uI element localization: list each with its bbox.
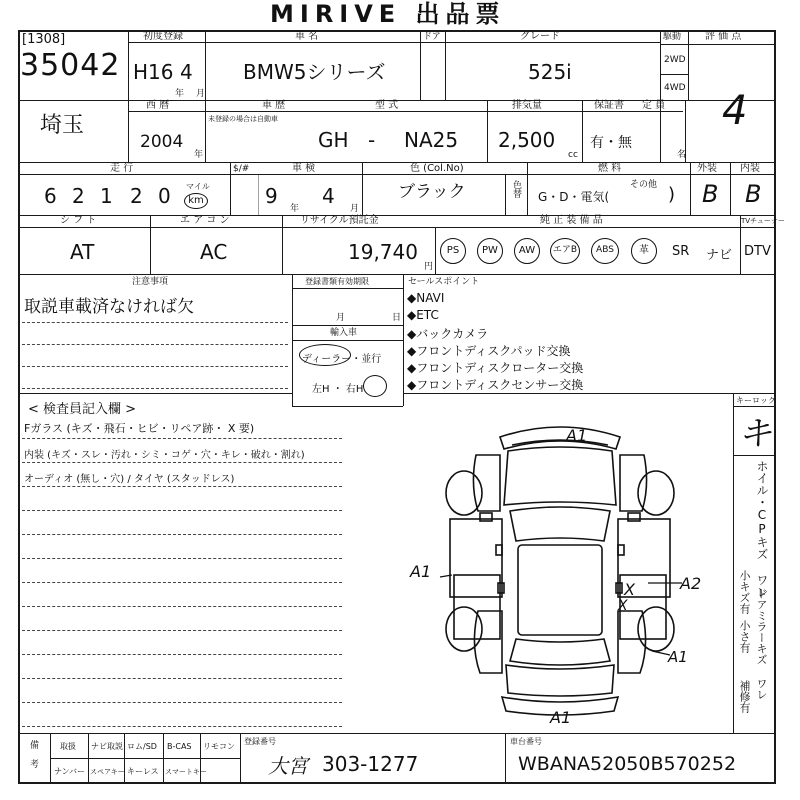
mileage-digit: 2 [130,184,143,208]
equipment-ps: PS [440,238,466,264]
mileage-digit: 1 [100,184,113,208]
grade-value: 525i [528,60,572,84]
label-year: 西 暦 [146,100,170,111]
label-first-reg: 初度登録 [143,31,183,42]
dealer-circle [299,344,351,366]
mileage-digit: 2 [72,184,85,208]
label-color: 色 (Col.No) [410,163,464,174]
model-code: NA25 [404,128,459,152]
label-displacement: 排気量 [512,100,542,111]
interior-score: B [745,180,762,208]
label-import: 輸入車 [330,328,358,338]
mileage-unit-km: km [184,193,208,209]
label-grade: グレード [520,31,560,42]
label-fuel-other: その他 [630,180,658,190]
sale-point: ◆フロントディスクローター交換 [407,361,584,375]
sale-point: ◆ETC [407,308,439,322]
label-notes: 注意事項 [132,277,169,287]
equipment-dtv: DTV [744,244,771,259]
equipment-aw: AW [514,238,540,264]
label-interior: 内装 [740,163,760,174]
sale-point: ◆フロントディスクセンサー交換 [407,378,584,392]
rating-handwritten: 4 [722,88,748,134]
damage-mark-front: A1 [566,426,588,445]
label-chassis: 車台番号 [510,737,542,746]
car-name: BMW5シリーズ [243,60,386,84]
label-drive: 駆動 [663,32,682,42]
import-handle: 左H ・ 右H [312,384,364,395]
label-sale-points: セールスポイント [408,277,480,287]
label-cc: cc [568,150,578,160]
region: 埼玉 [40,113,85,138]
mileage-digit: 0 [158,184,171,208]
side-note-wheel: ホイル・CPキズ ワレ [755,460,769,598]
reg-month: 4 [180,60,193,84]
notes-text: 取説車載済なければ欠 [24,297,194,317]
label-inspection: 車 検 [292,163,316,174]
mileage-digit: 6 [44,184,57,208]
inspector-title: < 検査員記入欄 > [28,402,137,417]
right-hand-circle [363,375,387,397]
label-exterior: 外装 [697,163,717,174]
side-note-repair: 補修有 [738,680,751,713]
label-fuel: 燃 料 [598,163,622,174]
label-month-2: 月 [336,313,346,323]
drive-2wd: 2WD [664,55,686,65]
damage-mark-rear: A1 [550,708,572,727]
equipment-abs: ABS [591,238,619,264]
drive-4wd: 4WD [664,83,686,93]
label-history-note: 未登録の場合は自動車 [208,115,278,123]
plate-number: 303-1277 [322,752,419,776]
label-rating: 評 価 点 [705,31,742,42]
era-year: H16 [133,60,174,84]
label-key-lock: キーロック [736,396,776,405]
mileage-unit-mile: マイル [186,182,210,191]
label-tsuki-1: 月 [196,89,206,99]
side-note-mirror: ドアミラーキズ ワレ [755,588,768,700]
frame-bottom [18,782,776,784]
accessory-label: スマートキー [165,768,207,776]
inspector-line-2: 内装 (キズ・スレ・汚れ・シミ・コゲ・穴・キレ・破れ・割れ) [24,450,305,461]
side-note-small: 小さ有 [738,620,751,653]
equipment-navi: ナビ [706,248,733,263]
shift-value: AT [70,240,95,264]
damage-mark-left: A1 [410,562,432,581]
accessory-label: ナンバー [54,767,86,776]
label-mileage: 走 行 [110,163,134,174]
warranty-value: 有・無 [590,135,632,151]
frame-left [18,30,20,784]
label-reg-doc: 登録書類有効期限 [305,277,369,286]
label-nen-2: 年 [194,150,204,160]
label-nen-1: 年 [175,89,185,99]
model-prefix: GH [318,128,349,152]
equipment-leather: 革 [631,238,657,264]
label-capacity: 定 員 [642,100,666,111]
exterior-score: B [702,180,719,208]
accessory-label: キーレス [127,767,159,776]
damage-mark-wheel: A1 [668,648,688,666]
label-aircon: エ ア コ ン [180,215,230,226]
aircon-value: AC [200,240,228,264]
label-remarks: 備 考 [28,740,38,768]
model-dash: - [368,128,376,152]
inspector-line-3: オーディオ (無し・穴) / タイヤ (スタッドレス) [24,474,235,485]
form-title: MIRIVE 出品票 [270,0,506,28]
label-warranty: 保証書 [594,100,624,111]
reg-box-right [403,274,404,406]
fuel-value: G・D・電気( [538,190,610,204]
accessory-label: ロム/SD [127,742,157,751]
label-color-change: 色替 [511,180,521,198]
equipment-pw: PW [477,238,503,264]
displacement-value: 2,500 [498,128,556,152]
label-sharp: $/# [233,164,250,174]
label-plate-no: 登録番号 [244,737,276,746]
accessory-label: B-CAS [167,742,192,751]
lot-number: 35042 [20,48,121,83]
accessory-label: 取扱 [60,742,76,751]
label-recycle: リサイクル預託金 [300,215,379,226]
label-tuner: TVチューナー [741,217,785,225]
fuel-close: ) [668,184,676,205]
sale-point: ◆NAVI [407,291,445,305]
label-car-name: 車 名 [295,31,319,42]
label-shift: シ フ ト [60,215,97,226]
key-lock-mark: キ [738,414,772,454]
label-nen-3: 年 [290,204,300,214]
label-mei: 名 [677,150,687,160]
damage-mark-x2: X [618,598,628,614]
frame-right [774,30,776,784]
sale-point: ◆バックカメラ [407,327,489,341]
accessory-label: スペアキー [90,768,125,776]
damage-mark-x1: X [624,580,635,599]
equipment-sr: SR [672,244,690,259]
inspector-line-1: Fガラス (キズ・飛石・ヒビ・リペア跡・ X 要) [24,422,255,435]
import-dealer: ディーラー・並行 [302,354,382,365]
year-value: 2004 [140,132,184,152]
sale-point: ◆フロントディスクパッド交換 [407,344,571,358]
label-tsuki-3: 月 [350,204,360,214]
label-model: 型 式 [375,100,399,111]
label-yen: 円 [424,262,434,272]
keylock-left [733,393,734,733]
recycle-value: 19,740 [348,240,418,264]
chassis-number: WBANA52050B570252 [518,753,737,775]
inspection-year: 9 [265,184,278,208]
plate-region: 大宮 [268,754,308,778]
side-note-small-scratch: 小キズ有 [738,570,751,614]
label-doors: ドア [423,32,441,42]
inspection-month: 4 [322,184,335,208]
accessory-label: ナビ取説 [91,742,123,751]
color-value: ブラック [398,182,466,202]
label-equipment: 純 正 装 備 品 [540,215,603,226]
label-history: 車 歴 [262,100,286,111]
car-diagram [420,415,720,725]
accessory-label: リモコン [203,742,235,751]
equipment-airbag: エアB [550,238,580,264]
label-day: 日 [392,313,402,323]
damage-mark-right: A2 [680,574,702,593]
lot-code: [1308] [22,32,66,47]
